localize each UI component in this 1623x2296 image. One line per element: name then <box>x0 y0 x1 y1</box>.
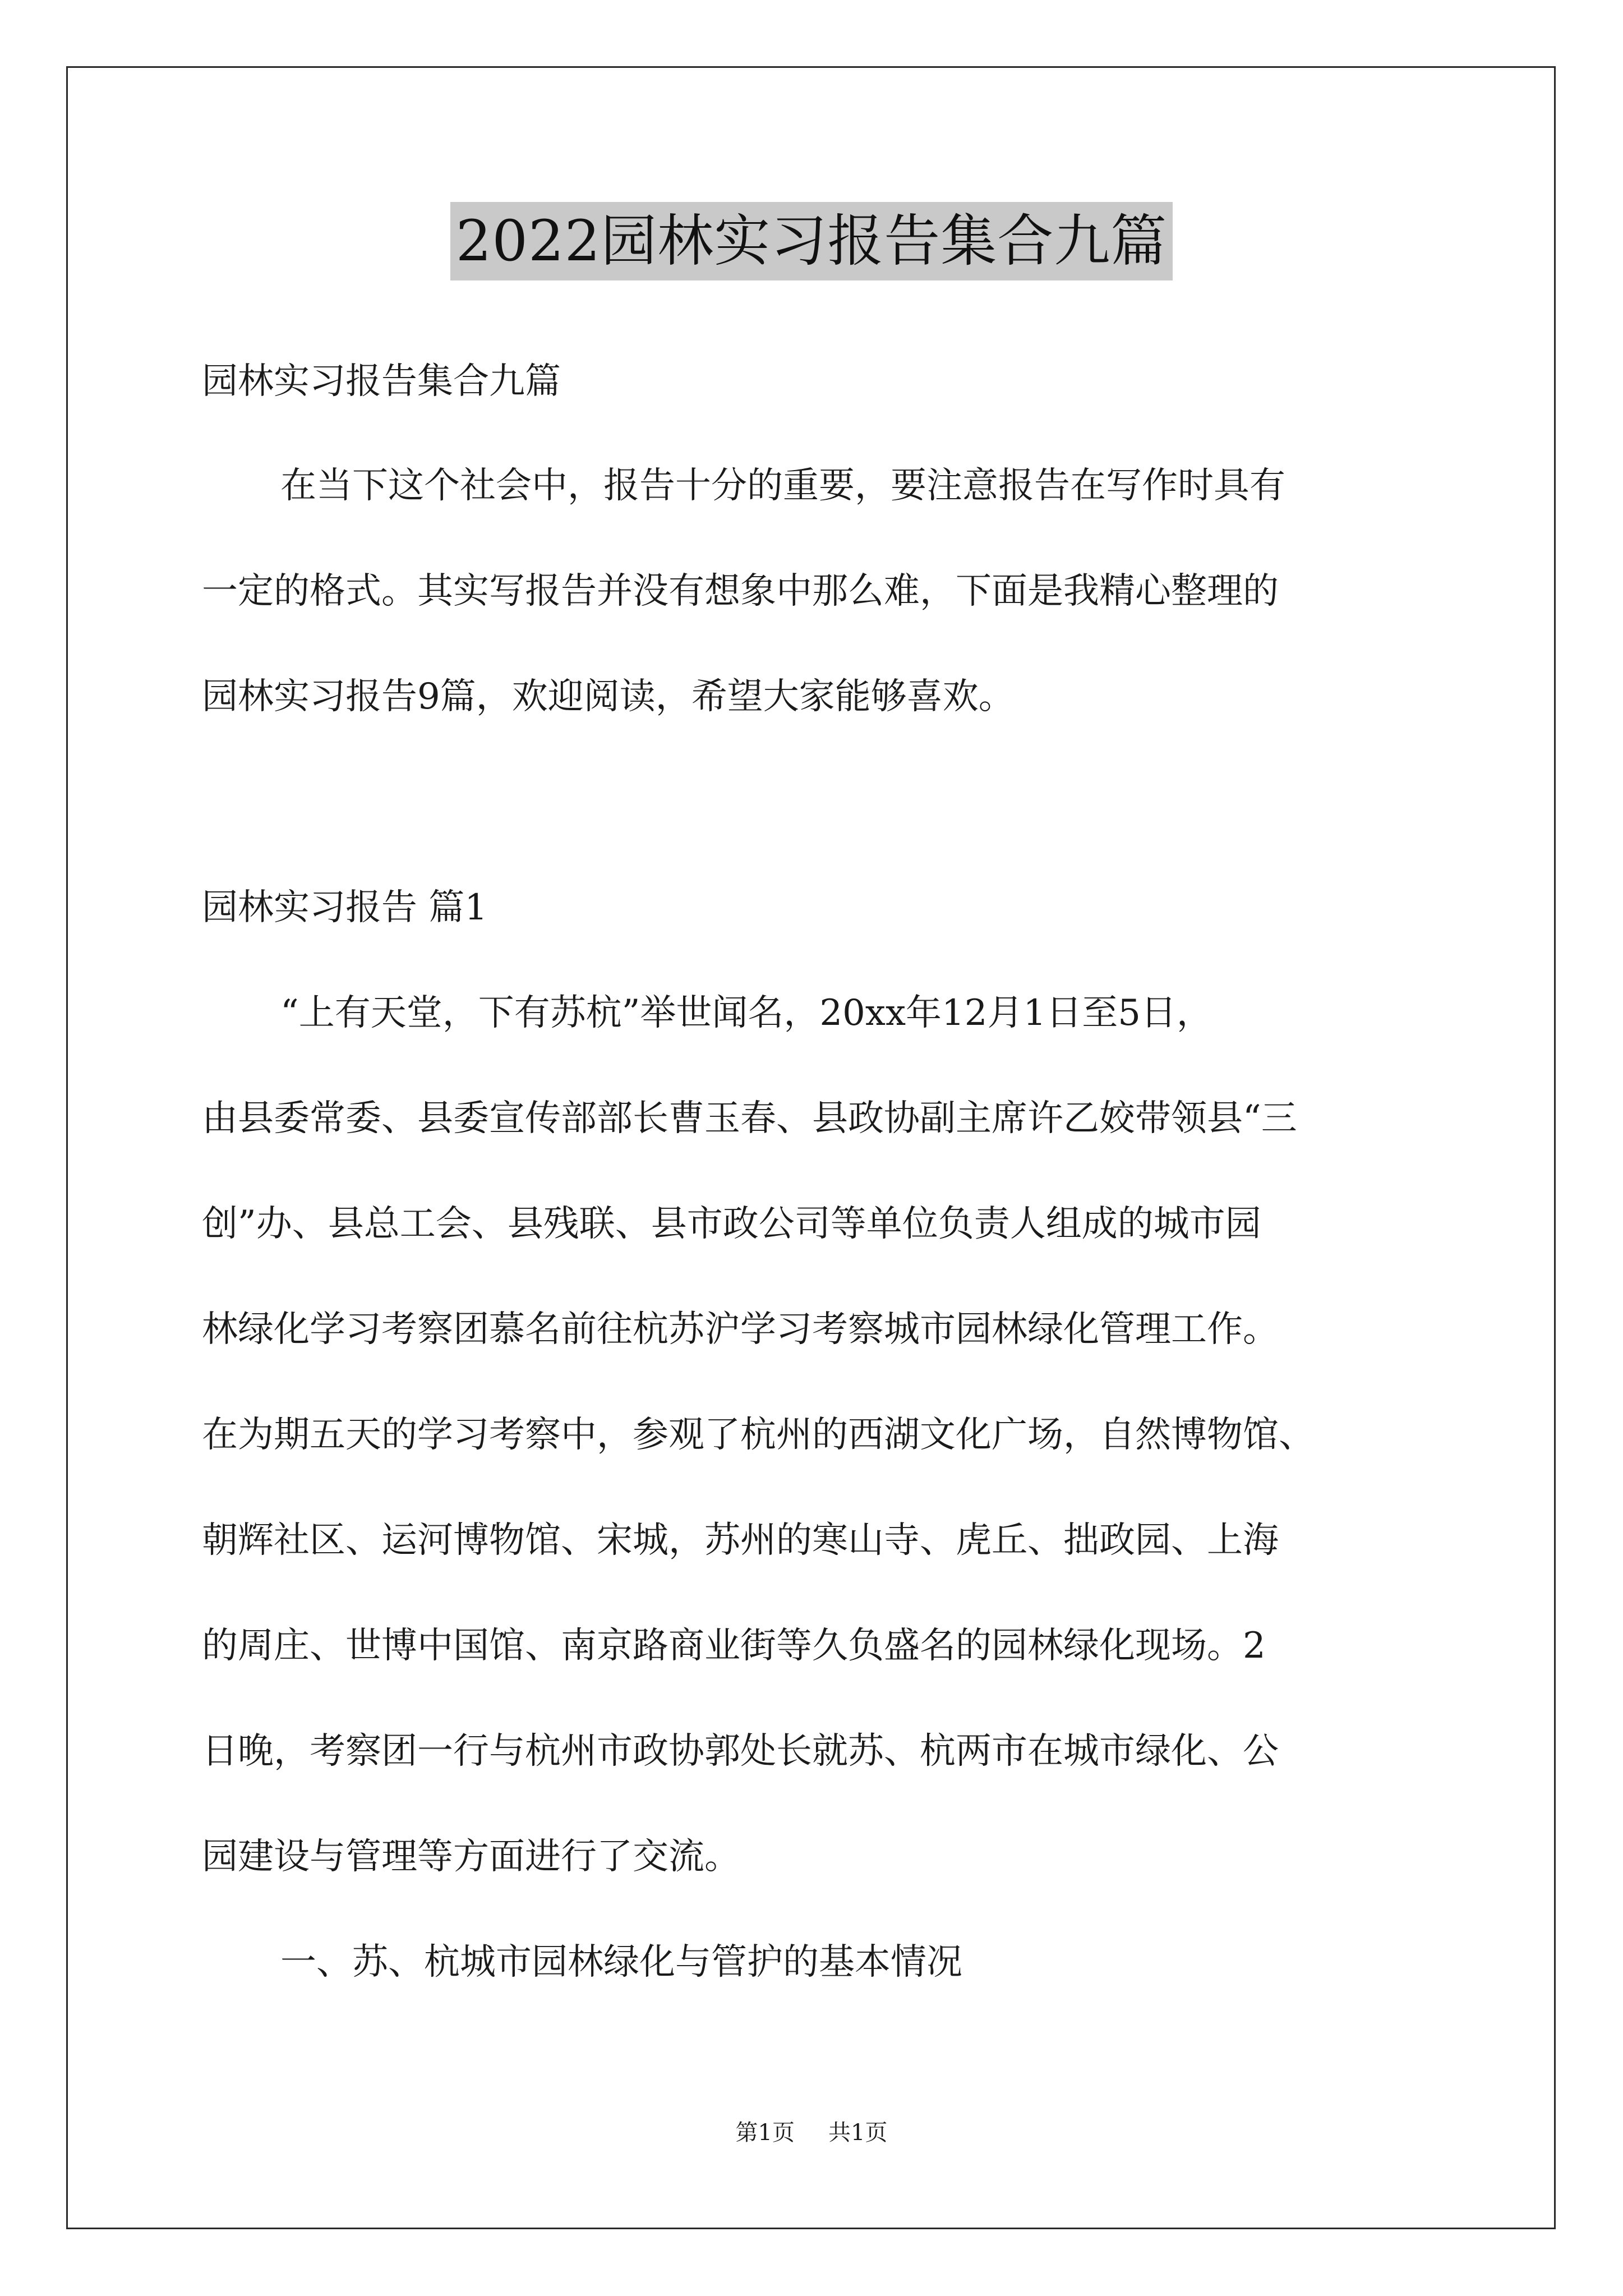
page-number: 第1页 <box>735 2120 795 2146</box>
body-line: 由县委常委、县委宣传部部长曹玉春、县政协副主席许乙姣带领县“三 <box>202 1098 1297 1139</box>
document-subtitle: 园林实习报告集合九篇 <box>202 361 561 402</box>
body-line: “上有天堂，下有苏杭”举世闻名，20xx年12月1日至5日， <box>280 992 1212 1034</box>
section-heading: 园林实习报告 篇1 <box>202 887 488 928</box>
body-line: 朝辉社区、运河博物馆、宋城，苏州的寒山寺、虎丘、拙政园、上海 <box>202 1520 1279 1561</box>
body-line: 的周庄、世博中国馆、南京路商业街等久负盛名的园林绿化现场。2 <box>202 1625 1266 1667</box>
body-line: 创”办、县总工会、县残联、县市政公司等单位负责人组成的城市园 <box>202 1203 1261 1245</box>
body-line: 在为期五天的学习考察中，参观了杭州的西湖文化广场，自然博物馆、 <box>202 1414 1315 1456</box>
body-line: 林绿化学习考察团慕名前往杭苏沪学习考察城市园林绿化管理工作。 <box>202 1309 1279 1350</box>
title-container <box>0 202 1623 280</box>
body-line: 园建设与管理等方面进行了交流。 <box>202 1836 740 1878</box>
page-total: 共1页 <box>828 2120 888 2146</box>
intro-line: 园林实习报告9篇，欢迎阅读，希望大家能够喜欢。 <box>202 676 1015 717</box>
intro-line: 一定的格式。其实写报告并没有想象中那么难，下面是我精心整理的 <box>202 570 1279 612</box>
body-line: 日晚，考察团一行与杭州市政协郭处长就苏、杭两市在城市绿化、公 <box>202 1731 1279 1772</box>
subheading: 一、苏、杭城市园林绿化与管护的基本情况 <box>280 1941 962 1983</box>
page-footer <box>0 2115 1623 2147</box>
document-title: 2022园林实习报告集合九篇 <box>450 202 1173 280</box>
intro-line: 在当下这个社会中，报告十分的重要，要注意报告在写作时具有 <box>280 465 1285 507</box>
